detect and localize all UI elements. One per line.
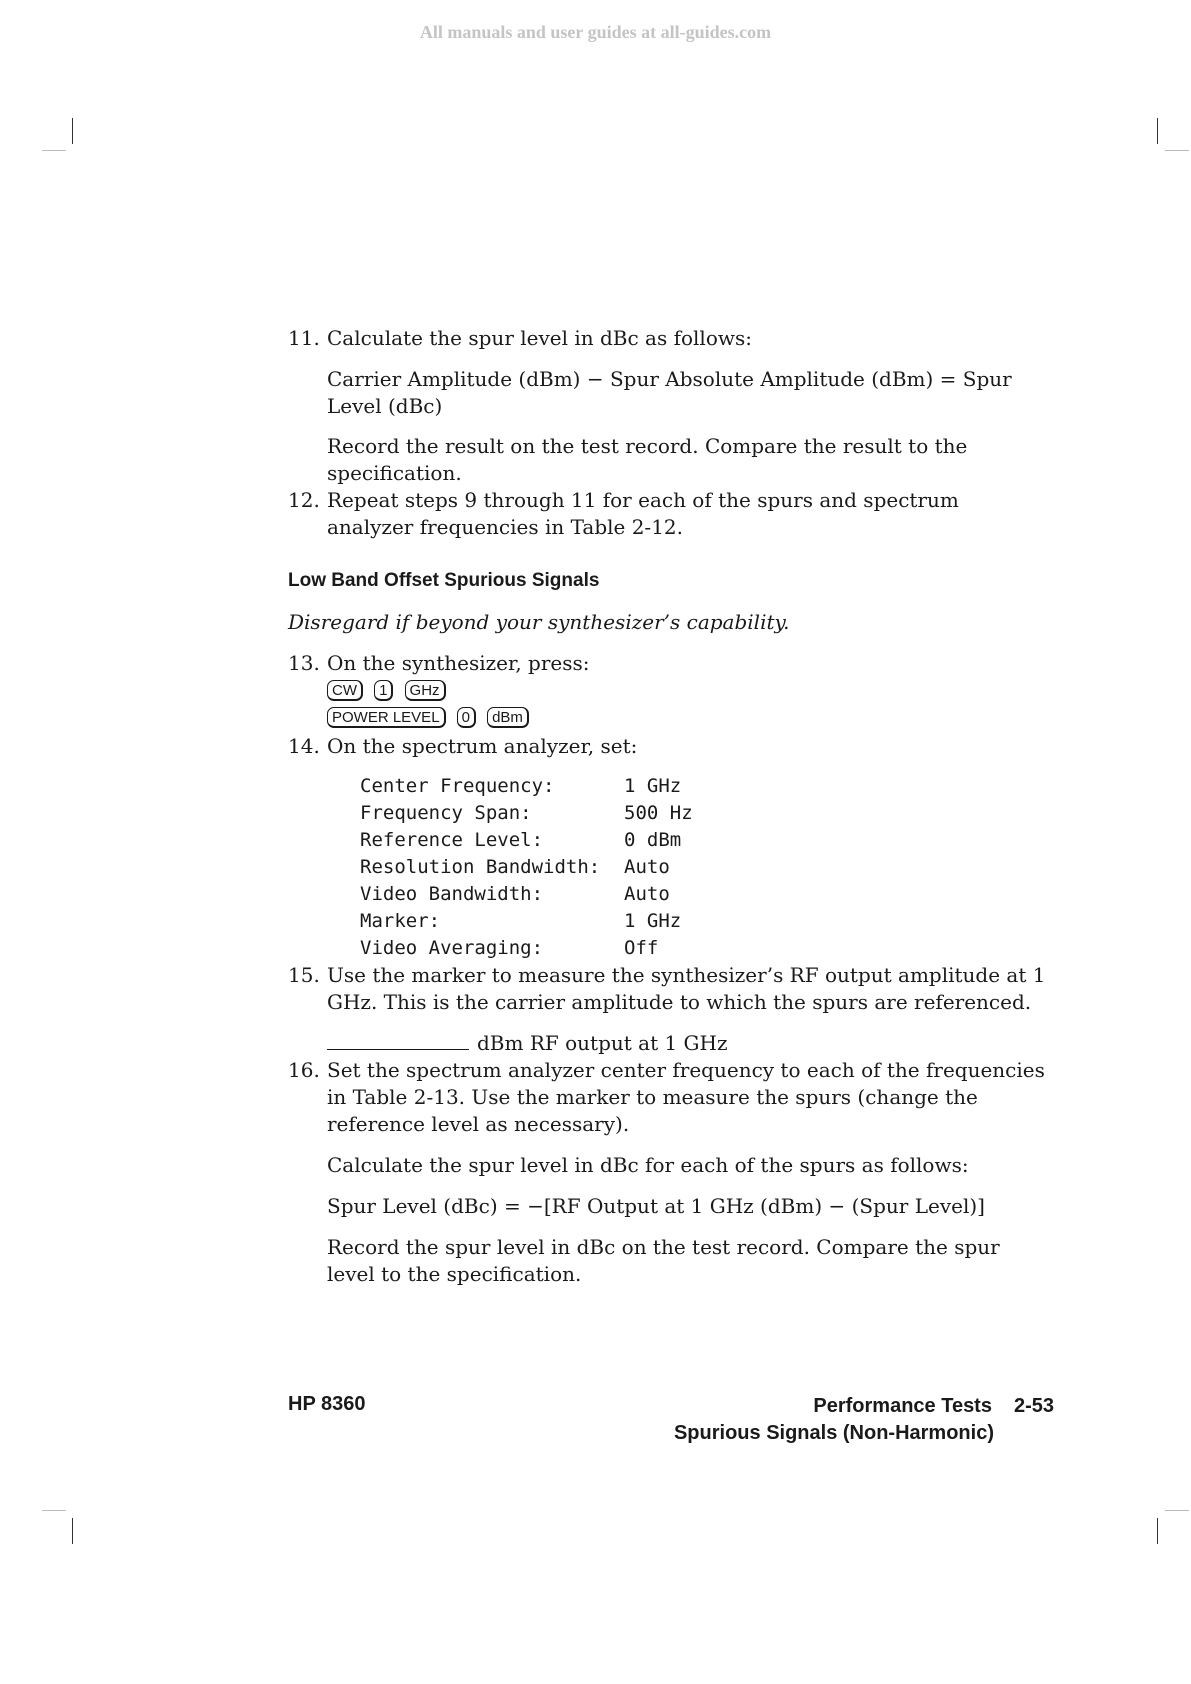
calculate-spur-instruction: Calculate the spur level in dBc for each of the spurs as follows:: [327, 1153, 969, 1177]
capability-note: Disregard if beyond your synthesizer’s capability.: [288, 610, 790, 634]
record-result-instruction: Record the result on the test record. Compare the result to the specification.: [327, 434, 968, 485]
analyzer-settings-list: [360, 773, 693, 962]
setting-label: Frequency Span:: [360, 802, 532, 824]
footer-model: HP 8360: [288, 1393, 366, 1415]
setting-label: Video Bandwidth:: [360, 883, 544, 905]
key-sequence-2: [327, 707, 535, 734]
step-12-text: Repeat steps 9 through 11 for each of the spurs and spectrum analyzer frequencies in Table 2-12.: [327, 488, 959, 539]
step-11-text: Calculate the spur level in dBc as follows:: [327, 326, 752, 350]
rf-output-label: dBm RF output at 1 GHz: [477, 1031, 728, 1055]
setting-row: [360, 827, 693, 854]
setting-value: 0 dBm: [624, 829, 682, 851]
step-number: 14.: [288, 734, 320, 758]
key-ghz: GHz: [405, 680, 446, 701]
step-number: 15.: [288, 963, 320, 987]
step-number: 16.: [288, 1058, 320, 1082]
step-14-text: On the spectrum analyzer, set:: [327, 734, 638, 758]
formula-spur-level: Spur Level (dBc) = −[RF Output at 1 GHz (dBm) − (Spur Level)]: [327, 1194, 985, 1218]
crop-mark-bottom-right-h: [1165, 1510, 1189, 1511]
step-number: 13.: [288, 651, 320, 675]
key-power-level: POWER LEVEL: [327, 707, 446, 728]
setting-row: [360, 854, 693, 881]
setting-row: [360, 800, 693, 827]
key-1: 1: [374, 680, 393, 701]
crop-mark-top-left: [72, 118, 73, 144]
key-sequence-1: [327, 680, 452, 707]
setting-value: Auto: [624, 883, 670, 905]
setting-label: Marker:: [360, 910, 441, 932]
setting-row: [360, 881, 693, 908]
record-spur-instruction: Record the spur level in dBc on the test record. Compare the spur level to the specification.: [327, 1235, 1000, 1286]
setting-row: [360, 908, 693, 935]
footer-subsection: Spurious Signals (Non-Harmonic): [673, 1422, 994, 1444]
setting-label: Video Averaging:: [360, 937, 544, 959]
key-0: 0: [457, 707, 476, 728]
crop-mark-bottom-left-h: [42, 1510, 66, 1511]
formula-carrier-minus-spur: Carrier Amplitude (dBm) − Spur Absolute Amplitude (dBm) = Spur Level (dBc): [327, 367, 1012, 418]
key-dbm: dBm: [487, 707, 529, 728]
step-number: 11.: [288, 326, 320, 350]
footer-section: [674, 1393, 1054, 1447]
setting-label: Reference Level:: [360, 829, 544, 851]
crop-mark-top-left-h: [42, 150, 66, 151]
step-15-text: Use the marker to measure the synthesizer’s RF output amplitude at 1 GHz. This is the carrier amplitude to which the spurs are referenced.: [327, 963, 1046, 1014]
setting-value: 500 Hz: [624, 802, 693, 824]
rf-output-entry: [327, 1030, 1047, 1057]
key-cw: CW: [327, 680, 363, 701]
watermark: All manuals and user guides at all-guides.com: [419, 22, 772, 42]
setting-value: Off: [624, 937, 659, 959]
setting-row: [360, 773, 693, 800]
setting-value: 1 GHz: [624, 910, 682, 932]
step-16-text: Set the spectrum analyzer center frequency to each of the frequencies in Table 2-13. Use the marker to measure the spurs (change the reference level as necessary).: [327, 1058, 1045, 1136]
step-number: 12.: [288, 488, 320, 512]
setting-row: [360, 935, 693, 962]
fill-in-blank[interactable]: [327, 1049, 469, 1050]
crop-mark-top-right-h: [1165, 150, 1189, 151]
setting-label: Center Frequency:: [360, 775, 555, 797]
footer-section-title: Performance Tests: [813, 1395, 992, 1417]
crop-mark-bottom-left: [72, 1518, 73, 1544]
crop-mark-top-right: [1157, 118, 1158, 144]
setting-value: 1 GHz: [624, 775, 682, 797]
crop-mark-bottom-right: [1157, 1518, 1158, 1544]
setting-value: Auto: [624, 856, 670, 878]
footer-page-number: 2-53: [1013, 1395, 1054, 1417]
step-13-text: On the synthesizer, press:: [327, 651, 590, 675]
setting-label: Resolution Bandwidth:: [360, 856, 601, 878]
section-heading: Low Band Offset Spurious Signals: [288, 570, 600, 591]
